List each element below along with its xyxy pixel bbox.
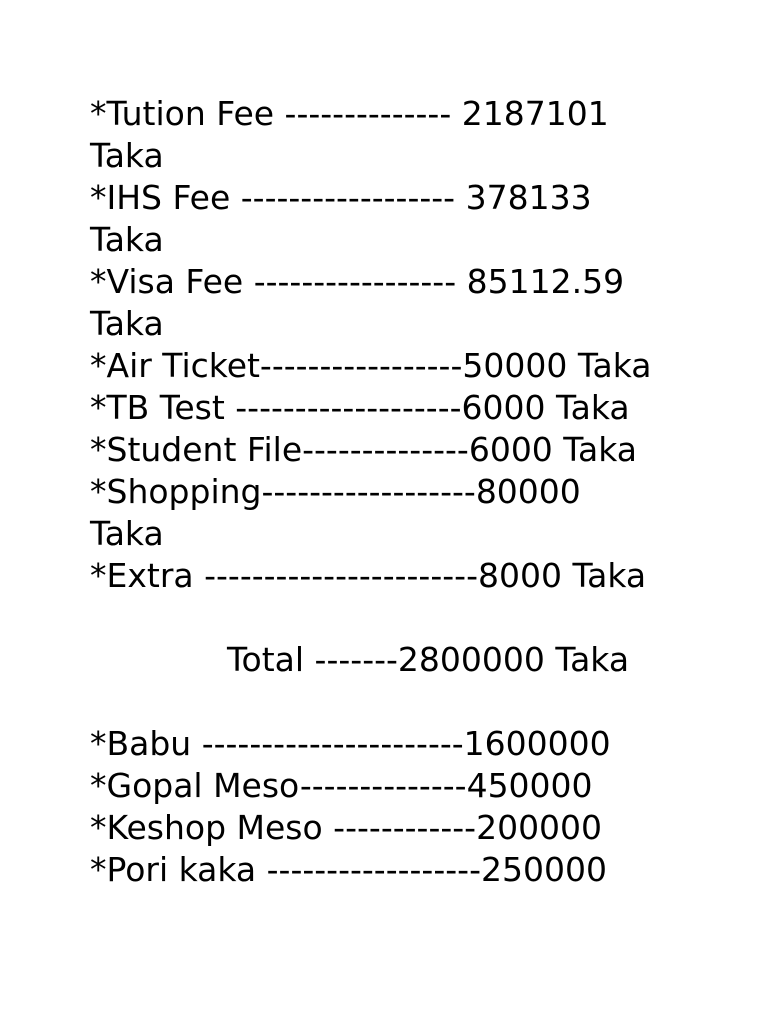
expense-line-shopping-unit: Taka	[90, 514, 164, 553]
expense-line-student-file: *Student File--------------6000 Taka	[90, 430, 637, 469]
expense-line-tuition-unit: Taka	[90, 136, 164, 175]
expense-line-visa: *Visa Fee ----------------- 85112.59	[90, 262, 625, 301]
expense-line-tb-test: *TB Test -------------------6000 Taka	[90, 388, 630, 427]
total-line: Total -------2800000 Taka	[227, 640, 630, 679]
expense-line-visa-unit: Taka	[90, 304, 164, 343]
contributor-list	[90, 723, 690, 891]
expense-line-extra: *Extra -----------------------8000 Taka	[90, 556, 647, 595]
expense-list	[90, 93, 690, 597]
spacer	[90, 597, 690, 639]
document-body	[90, 93, 690, 891]
expense-line-tuition: *Tution Fee -------------- 2187101	[90, 94, 609, 133]
expense-line-shopping: *Shopping------------------80000	[90, 472, 581, 511]
expense-line-ihs: *IHS Fee ------------------ 378133	[90, 178, 592, 217]
expense-line-ihs-unit: Taka	[90, 220, 164, 259]
expense-line-air-ticket: *Air Ticket-----------------50000 Taka	[90, 346, 652, 385]
contributor-line-keshop-meso: *Keshop Meso ------------200000	[90, 808, 603, 847]
contributor-line-babu: *Babu ----------------------1600000	[90, 724, 611, 763]
spacer	[90, 681, 690, 723]
contributor-line-pori-kaka: *Pori kaka ------------------250000	[90, 850, 607, 889]
contributor-line-gopal-meso: *Gopal Meso--------------450000	[90, 766, 593, 805]
